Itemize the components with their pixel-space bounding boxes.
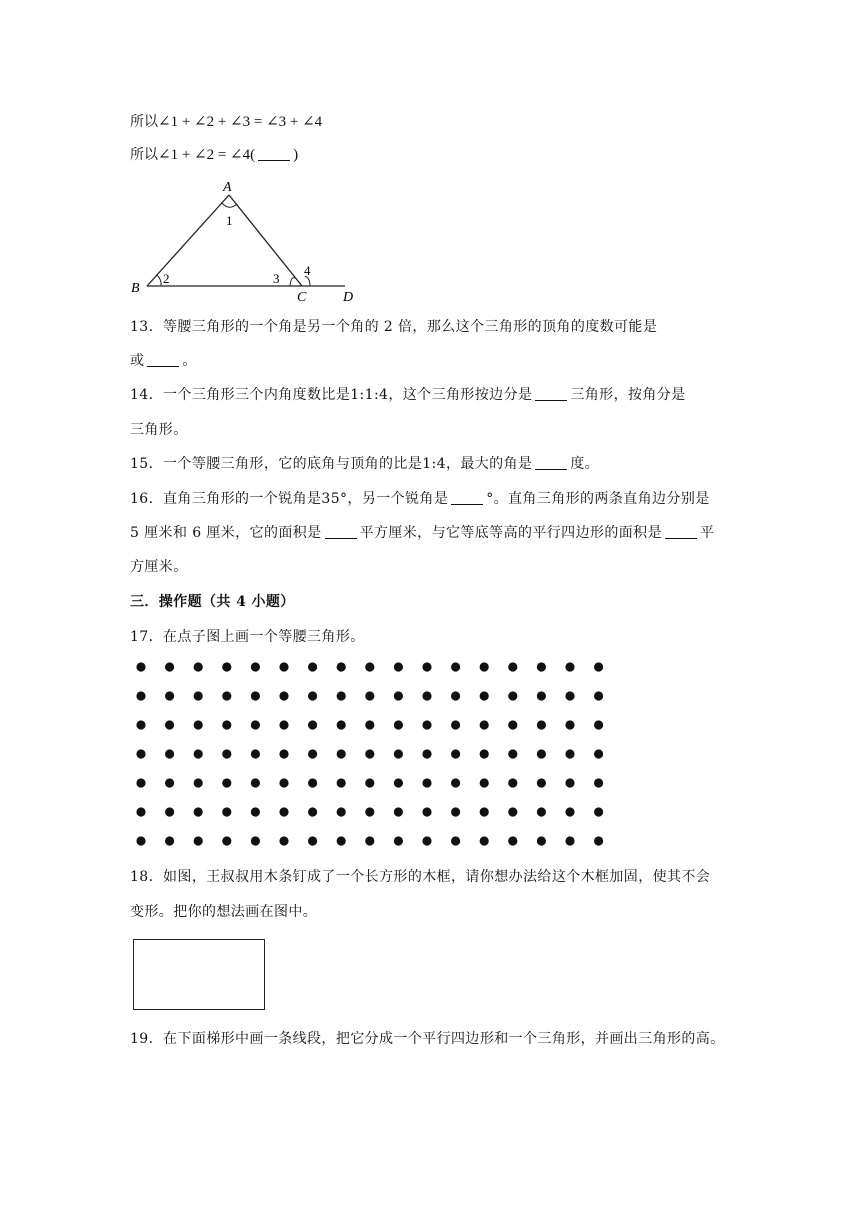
- grid-dot[interactable]: [337, 807, 346, 816]
- grid-dot[interactable]: [194, 662, 203, 671]
- grid-dot[interactable]: [194, 807, 203, 816]
- grid-dot[interactable]: [194, 720, 203, 729]
- grid-dot[interactable]: [480, 749, 489, 758]
- vertex-label-b: B: [131, 281, 140, 296]
- question-17-line: [130, 627, 365, 647]
- question-16-text: 16．直角三角形的一个锐角是35°，另一个锐角是: [130, 491, 449, 507]
- grid-dot[interactable]: [451, 807, 460, 816]
- question-16-text: 平方厘米，与它等底等高的平行四边形的面积是: [359, 525, 662, 541]
- dot-grid[interactable]: [130, 655, 610, 850]
- grid-dot[interactable]: [537, 691, 546, 700]
- grid-dot[interactable]: [422, 691, 431, 700]
- vertex-label-c: C: [297, 290, 307, 305]
- grid-dot[interactable]: [337, 691, 346, 700]
- answer-blank[interactable]: [451, 490, 483, 505]
- grid-dot[interactable]: [279, 662, 288, 671]
- grid-dot[interactable]: [308, 807, 317, 816]
- grid-dot[interactable]: [422, 749, 431, 758]
- grid-dot[interactable]: [394, 749, 403, 758]
- proof-line-1: [130, 112, 322, 132]
- grid-dot[interactable]: [279, 720, 288, 729]
- grid-dot[interactable]: [337, 836, 346, 845]
- grid-dot[interactable]: [308, 749, 317, 758]
- grid-dot[interactable]: [594, 691, 603, 700]
- question-16-line-3: [130, 557, 188, 577]
- grid-dot[interactable]: [222, 836, 231, 845]
- grid-dot[interactable]: [194, 691, 203, 700]
- grid-dot[interactable]: [308, 836, 317, 845]
- grid-dot[interactable]: [537, 749, 546, 758]
- grid-dot[interactable]: [365, 807, 374, 816]
- grid-dot[interactable]: [565, 749, 574, 758]
- grid-dot[interactable]: [422, 720, 431, 729]
- grid-dot[interactable]: [594, 662, 603, 671]
- grid-dot[interactable]: [165, 691, 174, 700]
- question-16-text: 平: [699, 525, 715, 541]
- grid-dot[interactable]: [394, 720, 403, 729]
- grid-dot[interactable]: [194, 749, 203, 758]
- grid-dot[interactable]: [279, 836, 288, 845]
- grid-dot[interactable]: [480, 778, 489, 787]
- question-15-text: 度。: [570, 456, 600, 472]
- grid-dot[interactable]: [451, 662, 460, 671]
- question-16-line-2: [130, 523, 714, 543]
- question-18-text: 变形。把你的想法画在图中。: [130, 904, 318, 920]
- question-13-line-2: [130, 351, 197, 371]
- grid-dot[interactable]: [565, 836, 574, 845]
- section-heading: [130, 592, 295, 612]
- grid-dot[interactable]: [308, 662, 317, 671]
- grid-dot[interactable]: [136, 691, 145, 700]
- grid-dot[interactable]: [480, 720, 489, 729]
- rectangle-frame[interactable]: [133, 939, 265, 1010]
- grid-dot[interactable]: [337, 749, 346, 758]
- grid-dot[interactable]: [537, 662, 546, 671]
- grid-dot[interactable]: [394, 807, 403, 816]
- grid-dot[interactable]: [565, 807, 574, 816]
- grid-dot[interactable]: [165, 662, 174, 671]
- grid-dot[interactable]: [279, 807, 288, 816]
- grid-dot[interactable]: [394, 778, 403, 787]
- grid-dot[interactable]: [451, 720, 460, 729]
- grid-dot[interactable]: [308, 778, 317, 787]
- angle-arc-2: [157, 275, 161, 286]
- proof-prefix: 所以: [130, 114, 158, 130]
- question-13-text: 或: [130, 353, 145, 369]
- grid-dot[interactable]: [308, 691, 317, 700]
- grid-dot[interactable]: [365, 749, 374, 758]
- grid-dot[interactable]: [165, 836, 174, 845]
- grid-dot[interactable]: [136, 778, 145, 787]
- proof-line-2: [130, 145, 298, 165]
- question-18-text: 18．如图，王叔叔用木条钉成了一个长方形的木框，请你想办法给这个木框加固，使其不会: [130, 869, 711, 885]
- grid-dot[interactable]: [194, 778, 203, 787]
- grid-dot[interactable]: [251, 807, 260, 816]
- triangle-figure: [125, 175, 370, 305]
- grid-dot[interactable]: [422, 836, 431, 845]
- grid-dot[interactable]: [565, 662, 574, 671]
- grid-dot[interactable]: [136, 720, 145, 729]
- grid-dot[interactable]: [365, 662, 374, 671]
- grid-dot[interactable]: [165, 720, 174, 729]
- grid-dot[interactable]: [480, 662, 489, 671]
- answer-blank[interactable]: [535, 455, 567, 470]
- grid-dot[interactable]: [251, 662, 260, 671]
- angle-label-1: 1: [226, 213, 233, 228]
- grid-dot[interactable]: [337, 778, 346, 787]
- grid-dot[interactable]: [451, 778, 460, 787]
- grid-dot[interactable]: [222, 662, 231, 671]
- grid-dot[interactable]: [165, 749, 174, 758]
- vertex-label-a: A: [223, 180, 232, 195]
- answer-blank[interactable]: [325, 524, 357, 539]
- grid-dot[interactable]: [480, 836, 489, 845]
- grid-dot[interactable]: [508, 807, 517, 816]
- grid-dot[interactable]: [251, 720, 260, 729]
- grid-dot[interactable]: [136, 749, 145, 758]
- grid-dot[interactable]: [394, 662, 403, 671]
- angle-equation: ∠1 + ∠2 + ∠3 = ∠3 + ∠4: [158, 114, 323, 130]
- grid-dot[interactable]: [165, 807, 174, 816]
- question-14-text: 三角形。: [130, 422, 188, 438]
- proof-prefix: 所以: [130, 147, 158, 163]
- grid-dot[interactable]: [222, 691, 231, 700]
- grid-dot[interactable]: [451, 749, 460, 758]
- grid-dot[interactable]: [537, 778, 546, 787]
- grid-dot[interactable]: [222, 807, 231, 816]
- question-16-text: °。直角三角形的两条直角边分别是: [486, 491, 710, 507]
- grid-dot[interactable]: [251, 691, 260, 700]
- grid-dot[interactable]: [565, 778, 574, 787]
- question-13-text: 13．等腰三角形的一个角是另一个角的 2 倍，那么这个三角形的顶角的度数可能是: [130, 319, 658, 335]
- question-16-text: 5 厘米和 6 厘米，它的面积是: [130, 525, 322, 541]
- grid-dot[interactable]: [251, 749, 260, 758]
- question-14-line-1: [130, 385, 686, 405]
- grid-dot[interactable]: [508, 691, 517, 700]
- question-17-text: 17．在点子图上画一个等腰三角形。: [130, 629, 365, 645]
- question-13-line-1: [130, 317, 657, 337]
- question-15-line: [130, 454, 599, 474]
- grid-dot[interactable]: [480, 807, 489, 816]
- grid-dot[interactable]: [537, 836, 546, 845]
- grid-dot[interactable]: [279, 749, 288, 758]
- grid-dot[interactable]: [365, 836, 374, 845]
- grid-dot[interactable]: [394, 836, 403, 845]
- answer-blank[interactable]: [665, 524, 697, 539]
- question-16-text: 方厘米。: [130, 559, 188, 575]
- grid-dot[interactable]: [194, 836, 203, 845]
- question-14-text: 三角形，按角分是: [570, 387, 686, 403]
- segment-ac: [229, 195, 302, 286]
- grid-dot[interactable]: [222, 778, 231, 787]
- grid-dot[interactable]: [451, 691, 460, 700]
- grid-dot[interactable]: [565, 691, 574, 700]
- angle-arc-3: [290, 278, 295, 286]
- grid-dot[interactable]: [394, 691, 403, 700]
- grid-dot[interactable]: [365, 720, 374, 729]
- question-19-line: [130, 1029, 725, 1049]
- section-title: 三．操作题（共 4 小题）: [130, 594, 295, 610]
- grid-dot[interactable]: [508, 778, 517, 787]
- grid-dot[interactable]: [422, 662, 431, 671]
- grid-dot[interactable]: [251, 778, 260, 787]
- grid-dot[interactable]: [165, 778, 174, 787]
- grid-dot[interactable]: [279, 691, 288, 700]
- grid-dot[interactable]: [308, 720, 317, 729]
- grid-dot[interactable]: [537, 720, 546, 729]
- grid-dot[interactable]: [251, 836, 260, 845]
- grid-dot[interactable]: [594, 836, 603, 845]
- grid-dot[interactable]: [594, 720, 603, 729]
- question-18-line-1: [130, 867, 710, 887]
- grid-dot[interactable]: [136, 836, 145, 845]
- question-15-text: 15．一个等腰三角形，它的底角与顶角的比是1:4，最大的角是: [130, 456, 533, 472]
- vertex-label-d: D: [343, 290, 354, 305]
- answer-blank[interactable]: [258, 146, 290, 161]
- question-13-text: 。: [182, 353, 197, 369]
- grid-dot[interactable]: [480, 691, 489, 700]
- grid-dot[interactable]: [594, 778, 603, 787]
- grid-dot[interactable]: [508, 836, 517, 845]
- angle-label-3: 3: [273, 271, 280, 286]
- grid-dot[interactable]: [422, 778, 431, 787]
- question-14-line-2: [130, 420, 188, 440]
- answer-blank[interactable]: [147, 352, 179, 367]
- grid-dot[interactable]: [365, 778, 374, 787]
- grid-dot[interactable]: [508, 720, 517, 729]
- grid-dot[interactable]: [279, 778, 288, 787]
- grid-dot[interactable]: [337, 662, 346, 671]
- grid-dot[interactable]: [594, 807, 603, 816]
- grid-dot[interactable]: [537, 807, 546, 816]
- paren-close: ): [293, 147, 299, 163]
- grid-dot[interactable]: [422, 807, 431, 816]
- grid-dot[interactable]: [136, 807, 145, 816]
- question-14-text: 14．一个三角形三个内角度数比是1:1:4，这个三角形按边分是: [130, 387, 533, 403]
- answer-blank[interactable]: [535, 386, 567, 401]
- angle-equation: ∠1 + ∠2 = ∠4(: [158, 147, 256, 163]
- question-19-text: 19．在下面梯形中画一条线段，把它分成一个平行四边形和一个三角形，并画出三角形的高。: [130, 1031, 725, 1047]
- grid-dot[interactable]: [594, 749, 603, 758]
- angle-label-4: 4: [304, 263, 311, 278]
- angle-label-2: 2: [163, 271, 170, 286]
- grid-dot[interactable]: [365, 691, 374, 700]
- question-18-line-2: [130, 902, 317, 922]
- grid-dot[interactable]: [222, 749, 231, 758]
- grid-dot[interactable]: [451, 836, 460, 845]
- grid-dot[interactable]: [222, 720, 231, 729]
- grid-dot[interactable]: [508, 749, 517, 758]
- angle-arc-1: [222, 203, 237, 207]
- grid-dot[interactable]: [565, 720, 574, 729]
- segment-ba: [147, 195, 229, 286]
- question-16-line-1: [130, 489, 710, 509]
- grid-dot[interactable]: [136, 662, 145, 671]
- grid-dot[interactable]: [337, 720, 346, 729]
- grid-dot[interactable]: [508, 662, 517, 671]
